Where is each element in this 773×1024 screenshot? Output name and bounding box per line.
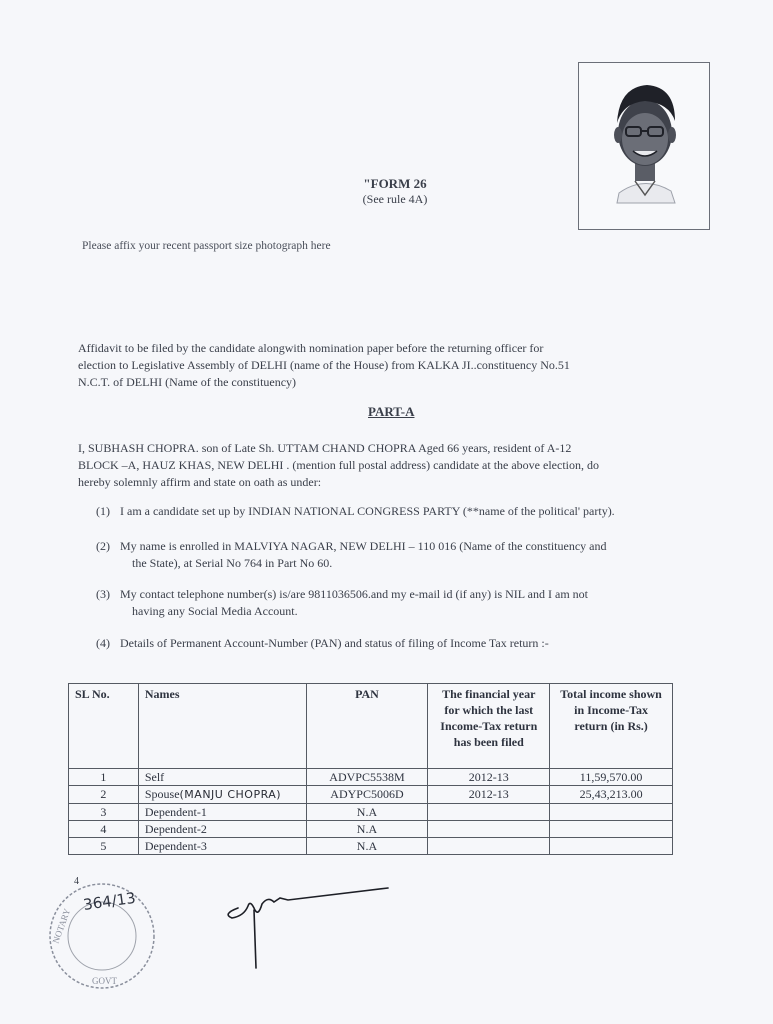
cell-name: Dependent-3 [138,838,306,855]
cell-sl: 1 [69,769,139,786]
cell-income [550,821,673,838]
cell-pan: ADYPC5006D [306,786,428,804]
candidate-photo [578,62,710,230]
cell-fy: 2012-13 [428,786,550,804]
intro-line: Affidavit to be filed by the candidate alongwith nomination paper before the returning officer for [78,341,544,355]
cell-name-label: Spouse [144,787,180,801]
oath-item-1 [96,503,716,520]
declaration-line: I, SUBHASH CHOPRA. son of Late Sh. UTTAM CHAND CHOPRA Aged 66 years, resident of A-12 [78,441,572,455]
cell-income: 11,59,570.00 [550,769,673,786]
cell-name [138,786,306,804]
cell-pan: N.A [306,838,428,855]
portrait-image [579,63,709,229]
header-pan: PAN [306,684,428,769]
table-row [69,769,673,786]
declaration-line: BLOCK –A, HAUZ KHAS, NEW DELHI . (mention full postal address) candidate at the above election, do [78,458,599,472]
cell-sl: 4 [69,821,139,838]
item-text: Details of Permanent Account-Number (PAN) and status of filing of Income Tax return :- [120,636,549,650]
cell-fy [428,821,550,838]
cell-fy: 2012-13 [428,769,550,786]
header-financial-year: The financial year for which the last Income-Tax return has been filed [428,684,550,769]
intro-paragraph [78,340,678,391]
item-number: (1) [96,504,110,518]
cell-fy [428,838,550,855]
cell-name: Self [138,769,306,786]
cell-sl: 2 [69,786,139,804]
stamp-ref-number: 364/13 [82,888,137,914]
item-number: (3) [96,587,110,601]
cell-income: 25,43,213.00 [550,786,673,804]
table-row [69,804,673,821]
item-number: (4) [96,636,110,650]
svg-text:GOVT: GOVT [92,976,117,986]
table-row [69,786,673,804]
declaration-paragraph [78,440,698,491]
item-text: I am a candidate set up by INDIAN NATIONAL CONGRESS PARTY (**name of the political' party). [120,504,615,518]
pan-details-table [68,683,673,855]
oath-item-3 [96,586,716,620]
cell-pan: N.A [306,804,428,821]
cell-sl: 5 [69,838,139,855]
header-names: Names [138,684,306,769]
intro-line: election to Legislative Assembly of DELHI (name of the House) from KALKA JI..constituency No.51 [78,358,570,372]
part-a-heading: PART-A [368,404,415,419]
item-text: My name is enrolled in MALVIYA NAGAR, NEW DELHI – 110 016 (Name of the constituency and [120,539,607,553]
table-row [69,821,673,838]
table-header-row [69,684,673,769]
notary-stamp-icon [40,872,170,992]
header-sl-no: SL No. [69,684,139,769]
declaration-line: hereby solemnly affirm and state on oath as under: [78,475,322,489]
cell-pan: ADVPC5538M [306,769,428,786]
item-text-continued: the State), at Serial No 764 in Part No 60. [132,556,333,570]
cell-income [550,804,673,821]
page-number: 4 [74,876,79,887]
cell-fy [428,804,550,821]
cell-sl: 3 [69,804,139,821]
item-text: My contact telephone number(s) is/are 9811036506.and my e-mail id (if any) is NIL and I am not [120,587,588,601]
handwritten-spouse-name: (MANJU CHOPRA) [179,788,282,801]
header-total-income: Total income shown in Income-Tax return (in Rs.) [550,684,673,769]
cell-name: Dependent-1 [138,804,306,821]
svg-text:NOTARY: NOTARY [50,907,73,945]
cell-income [550,838,673,855]
cell-name: Dependent-2 [138,821,306,838]
oath-item-2 [96,538,716,572]
signature-icon [218,878,398,978]
cell-pan: N.A [306,821,428,838]
affix-photo-note: Please affix your recent passport size photograph here [82,240,331,252]
form-title: "FORM 26 [363,176,427,191]
oath-item-4 [96,635,716,652]
intro-line: N.C.T. of DELHI (Name of the constituency) [78,375,297,389]
table-row [69,838,673,855]
item-number: (2) [96,539,110,553]
form-subtitle: (See rule 4A) [362,192,428,206]
item-text-continued: having any Social Media Account. [132,604,298,618]
